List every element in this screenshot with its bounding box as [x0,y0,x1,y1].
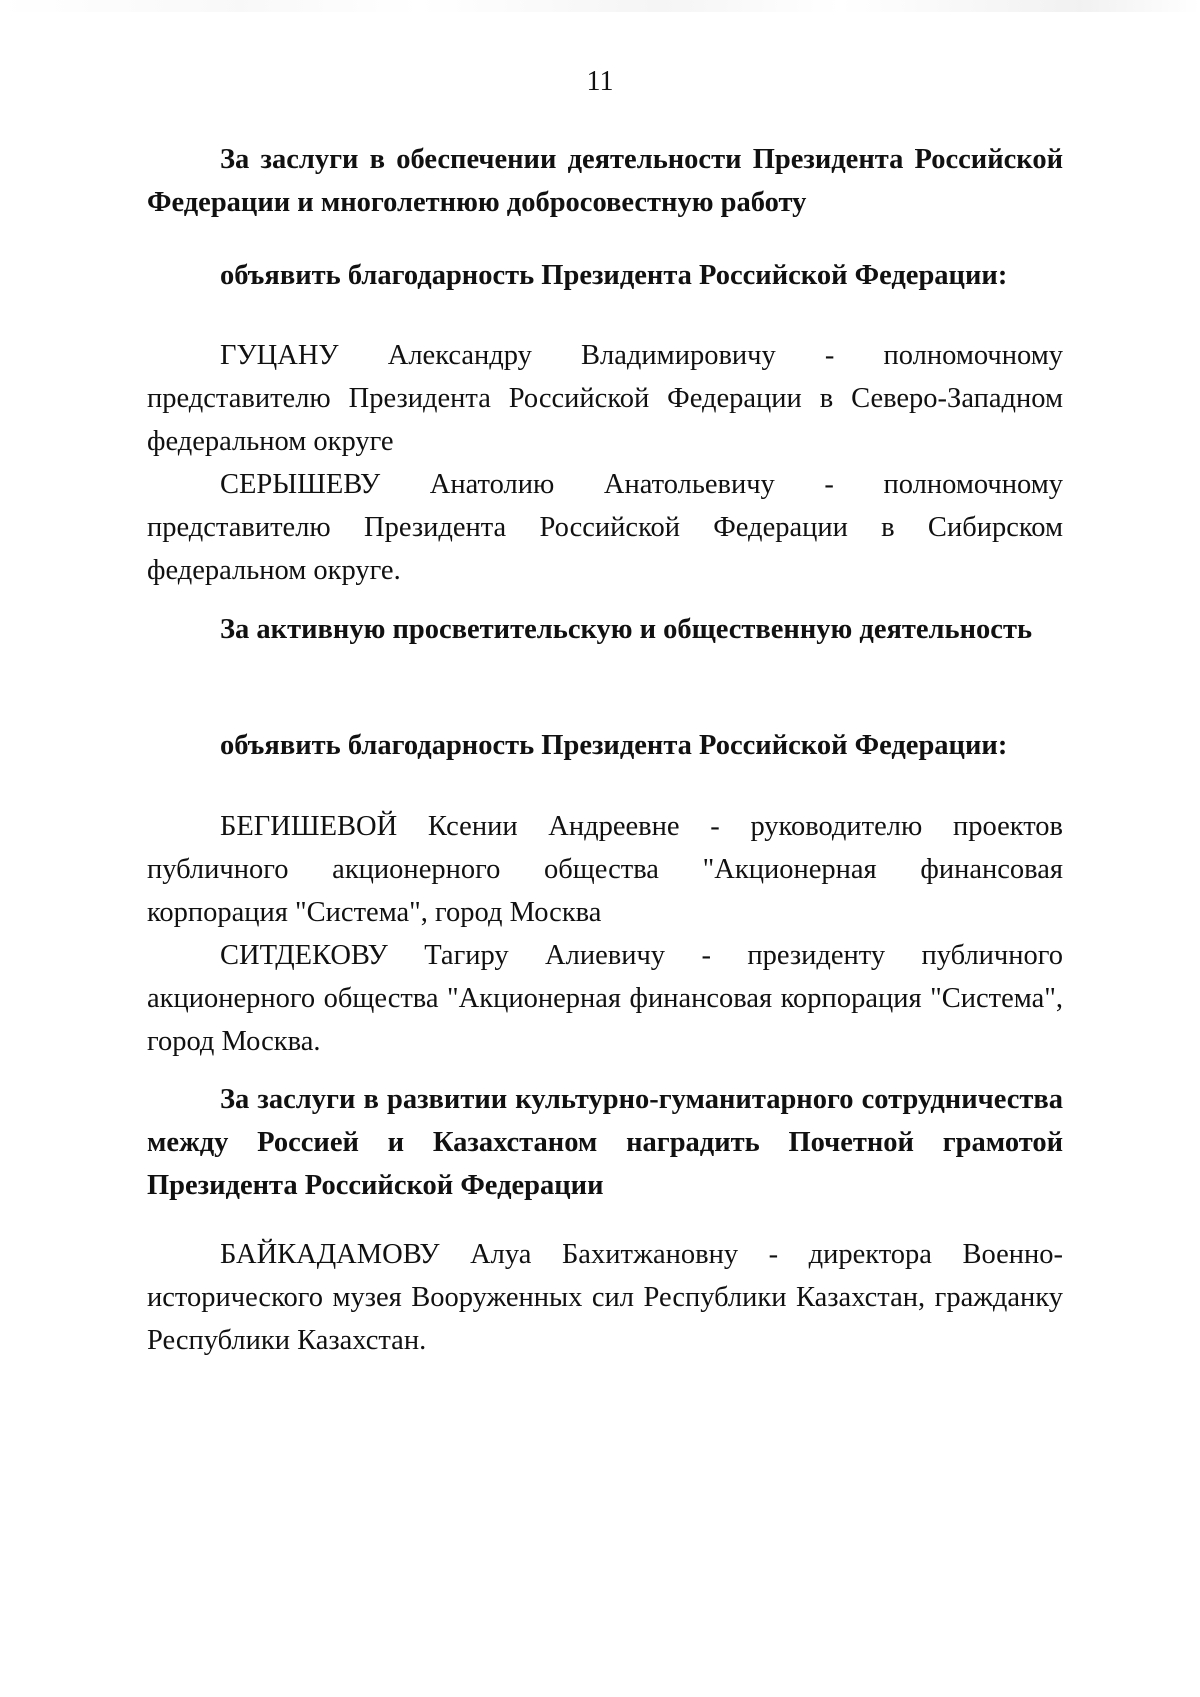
section-2-action: объявить благодарность Президента Российской Федерации: [220,730,1008,761]
scan-artifact [0,0,1200,12]
award-entry: ГУЦАНУ Александру Владимировичу - полномочному представителю Президента Российской Федерации в Северо-Западном федеральном округе [147,340,1063,457]
page-number: 11 [586,66,614,97]
section-2-entries [147,805,1063,1063]
section-3-entries [147,1233,1063,1362]
section-1-action: объявить благодарность Президента Российской Федерации: [220,260,1008,291]
section-2-heading-block [147,608,1063,651]
section-2-action-block [147,724,1063,767]
section-2-heading: За активную просветительскую и общественную деятельность [220,614,1033,645]
section-1-heading-block [147,138,1063,224]
award-entry: БЕГИШЕВОЙ Ксении Андреевне - руководителю проектов публичного акционерного общества "Акционерная финансовая корпорация "Система", город Москва [147,811,1063,928]
award-entry: СЕРЫШЕВУ Анатолию Анатольевичу - полномочному представителю Президента Российской Федерации в Сибирском федеральном округе. [147,469,1063,586]
section-3-heading: За заслуги в развитии культурно-гуманитарного сотрудничества между Россией и Казахстаном наградить Почетной грамотой Президента Российской Федерации [147,1084,1063,1201]
award-entry: БАЙКАДАМОВУ Алуа Бахитжановну - директора Военно-исторического музея Вооруженных сил Республики Казахстан, гражданку Республики Казахстан. [147,1239,1063,1356]
award-entry: СИТДЕКОВУ Тагиру Алиевичу - президенту публичного акционерного общества "Акционерная финансовая корпорация "Система", город Москва. [147,940,1063,1057]
section-1-action-block [147,254,1063,297]
section-1-entries [147,334,1063,592]
section-3-heading-block [147,1078,1063,1207]
section-1-heading: За заслуги в обеспечении деятельности Президента Российской Федерации и многолетнюю добросовестную работу [147,144,1063,218]
